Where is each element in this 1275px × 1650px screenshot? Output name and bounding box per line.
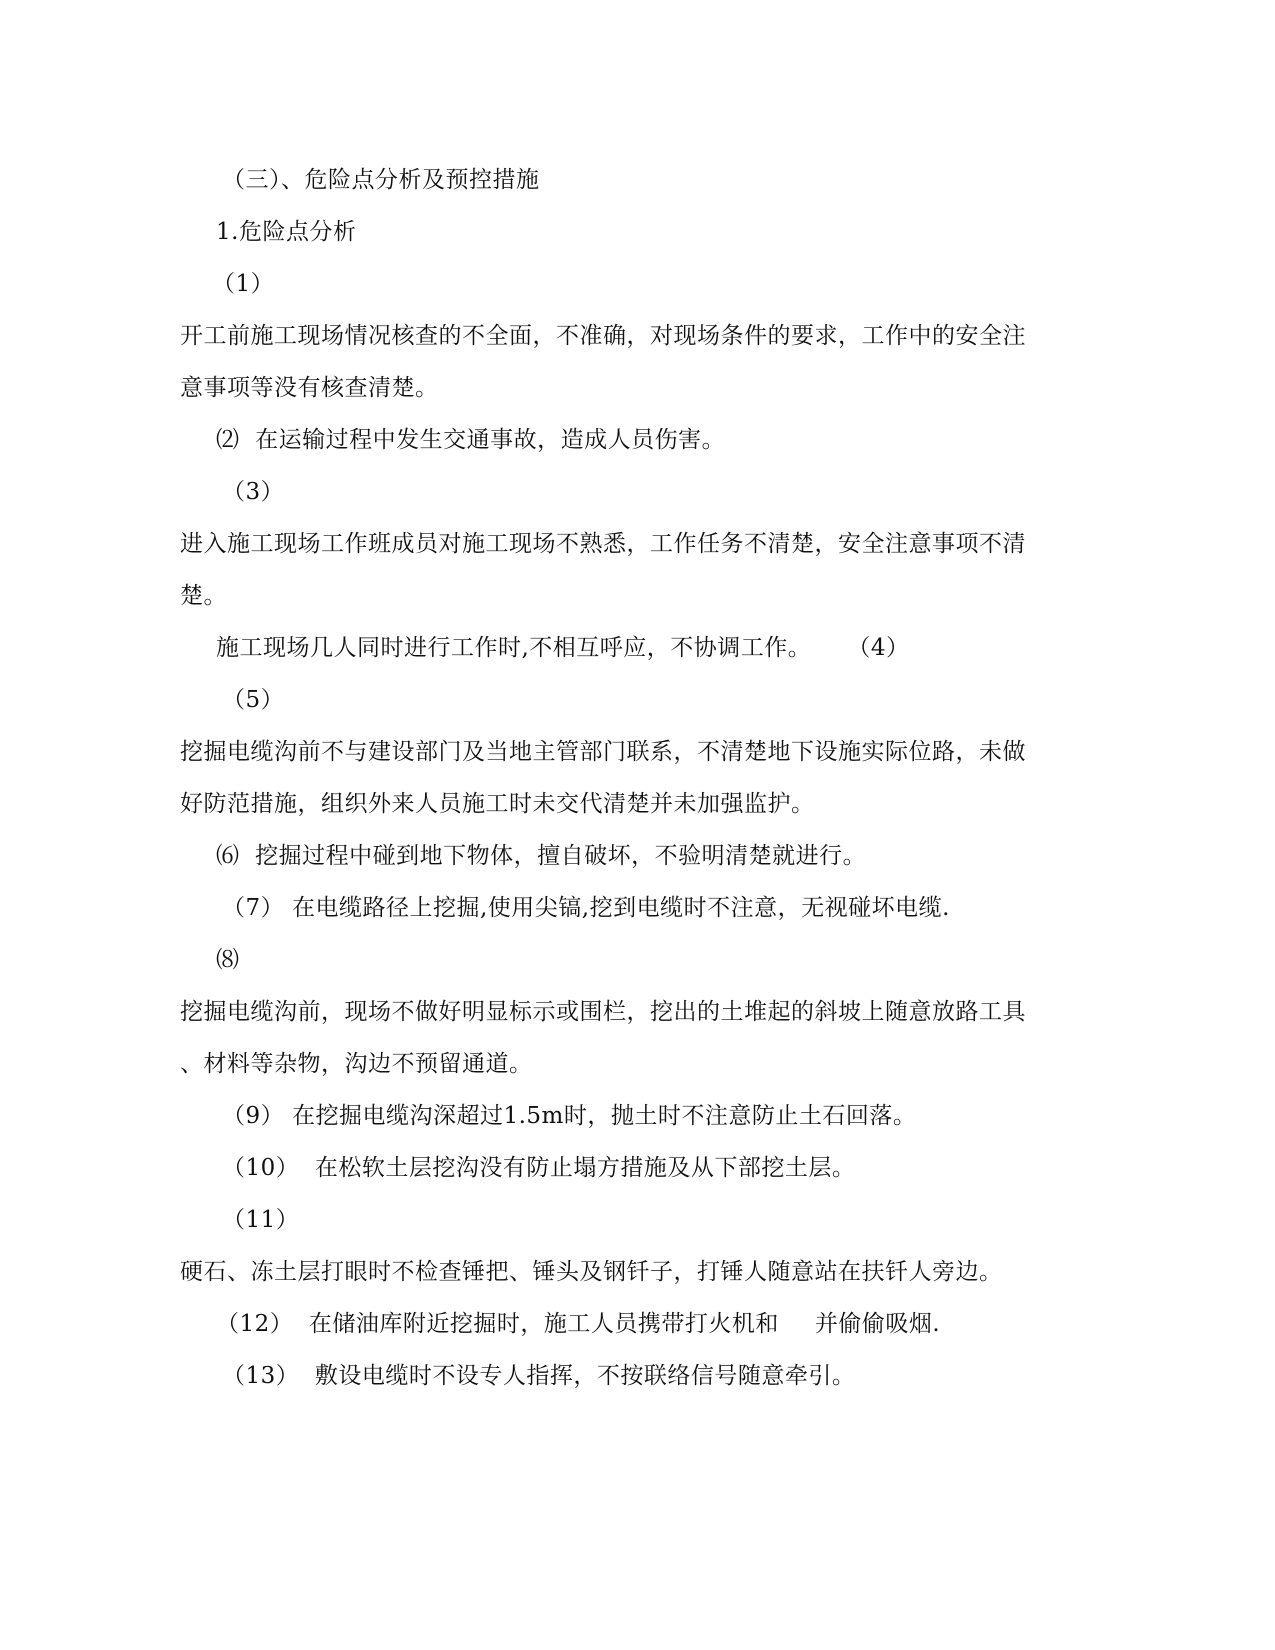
item-text-line: 挖掘电缆沟前不与建设部门及当地主管部门联系，不清楚地下设施实际位路，未做	[180, 739, 1026, 765]
item-text-line: 进入施工现场工作班成员对施工现场不熟悉，工作任务不清楚，安全注意事项不清	[180, 531, 1026, 557]
list-item	[222, 1361, 855, 1391]
item-text-line: 意事项等没有核查清楚。	[180, 375, 439, 401]
item-number: （7）	[222, 895, 285, 921]
list-item	[216, 633, 909, 663]
list-item	[222, 1101, 916, 1131]
item-text-line: 挖掘电缆沟前，现场不做好明显标示或围栏，挖出的土堆起的斜坡上随意放路工具	[180, 999, 1026, 1025]
item-text-line: 好防范措施，组织外来人员施工时未交代清楚并未加强监护。	[180, 791, 815, 817]
item-number: （1）	[212, 271, 275, 297]
item-text: 挖掘过程中碰到地下物体，擅自破坏，不验明清楚就进行。	[255, 843, 867, 869]
subsection-heading: 1.危险点分析	[216, 219, 357, 245]
item-number: （13）	[222, 1363, 300, 1389]
item-text: 在松软土层挖沟没有防止塌方措施及从下部挖土层。	[314, 1155, 856, 1181]
item-number: （9）	[222, 1103, 285, 1129]
item-text: 在挖掘电缆沟深超过1.5m时，抛土时不注意防止土石回落。	[291, 1103, 917, 1129]
item-number: （11）	[222, 1207, 300, 1233]
item-text-line: 、材料等杂物，沟边不预留通道。	[180, 1051, 533, 1077]
item-text: 敷设电缆时不设专人指挥，不按联络信号随意牵引。	[314, 1363, 856, 1389]
list-item	[216, 425, 725, 455]
item-text-line: 开工前施工现场情况核查的不全面，不准确，对现场条件的要求，工作中的安全注	[180, 323, 1026, 349]
item-number: （12）	[216, 1311, 294, 1337]
item-text: 施工现场几人同时进行工作时,不相互呼应，不协调工作。	[216, 635, 812, 661]
item-number: （5）	[222, 687, 285, 713]
list-item	[216, 1309, 940, 1339]
list-item	[222, 1153, 855, 1183]
item-text: 在运输过程中发生交通事故，造成人员伤害。	[255, 427, 726, 453]
item-number: ⑹	[216, 843, 240, 869]
item-text-line: 硬石、冻土层打眼时不检查锤把、锤头及钢钎子，打锤人随意站在扶钎人旁边。	[180, 1259, 1003, 1285]
item-number: （3）	[222, 479, 285, 505]
list-item	[222, 893, 950, 923]
item-text: 在电缆路径上挖掘,使用尖镐,挖到电缆时不注意，无视碰坏电缆.	[291, 895, 950, 921]
item-text: 并偷偷吸烟.	[814, 1311, 941, 1337]
item-number: ⑵	[216, 427, 240, 453]
section-heading: （三）、危险点分析及预控措施	[222, 167, 540, 193]
item-text: 在储油库附近挖掘时，施工人员携带打火机和	[308, 1311, 779, 1337]
item-number: （4）	[847, 635, 910, 661]
item-text-line: 楚。	[180, 583, 227, 609]
item-number: ⑻	[216, 947, 240, 973]
item-number: （10）	[222, 1155, 300, 1181]
list-item	[216, 841, 866, 871]
